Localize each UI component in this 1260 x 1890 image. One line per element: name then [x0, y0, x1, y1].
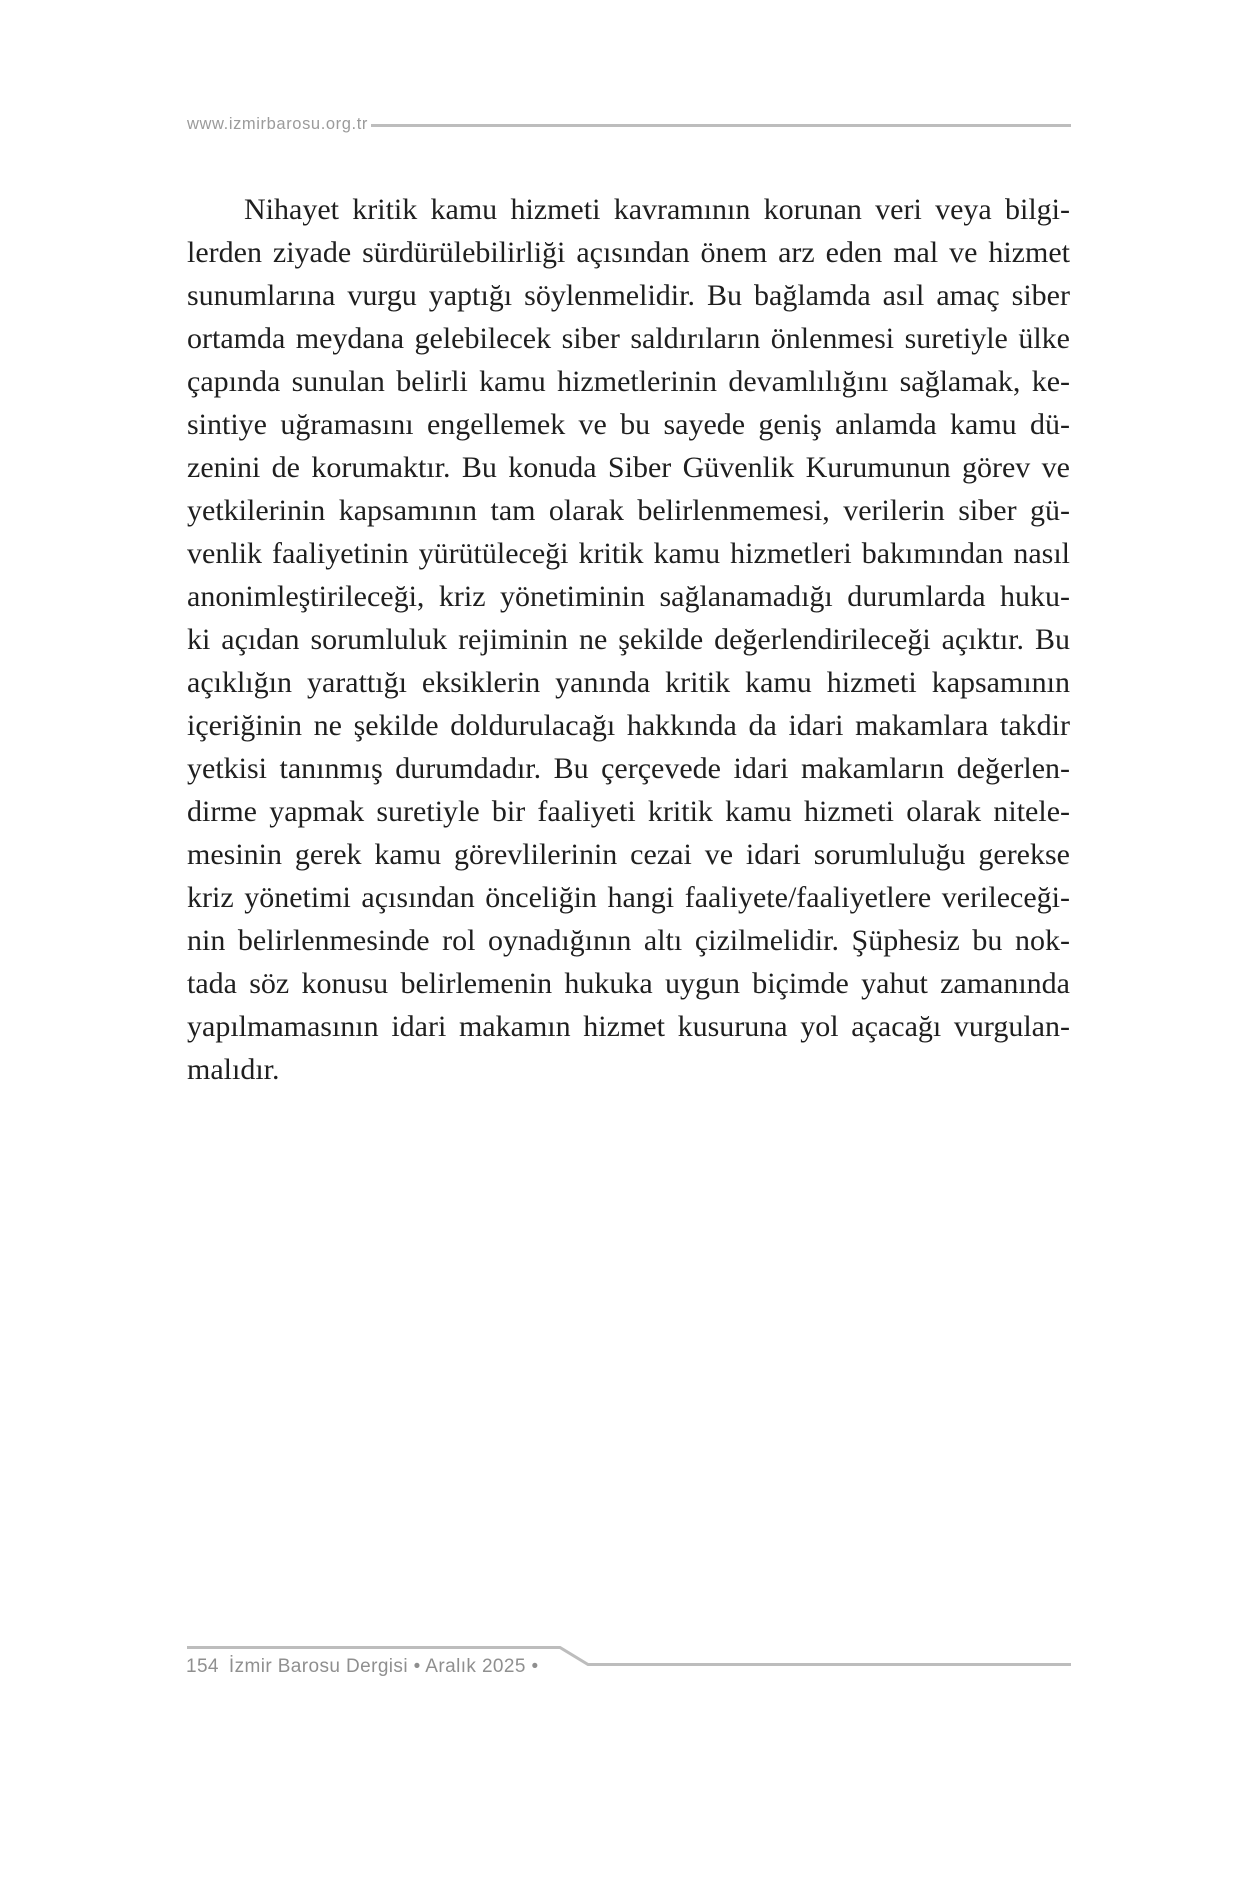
body-paragraph: [187, 188, 1070, 1091]
paragraph-line: zenini de korumaktır. Bu konuda Siber Güvenlik Kurumunun görev ve: [187, 451, 1070, 484]
paragraph-line: sunumlarına vurgu yaptığı söylenmelidir. Bu bağlamda asıl amaç siber: [187, 279, 1070, 312]
paragraph-line: mesinin gerek kamu görevlilerinin cezai ve idari sorumluluğu gerekse: [187, 838, 1070, 871]
paragraph-line: çapında sunulan belirli kamu hizmetlerinin devamlılığını sağlamak, ke-: [187, 365, 1070, 398]
paragraph-line: içeriğinin ne şekilde doldurulacağı hakkında da idari makamlara takdir: [187, 709, 1070, 742]
paragraph-line: tada söz konusu belirlemenin hukuka uygun biçimde yahut zamanında: [187, 967, 1070, 1000]
page-footer: [186, 1656, 539, 1678]
paragraph-line: malıdır.: [187, 1053, 280, 1086]
paragraph-line: nin belirlenmesinde rol oynadığının altı çizilmelidir. Şüphesiz bu nok-: [187, 924, 1070, 957]
header-rule: [371, 124, 1071, 127]
paragraph-line: venlik faaliyetinin yürütüleceği kritik kamu hizmetleri bakımından nasıl: [187, 537, 1070, 570]
site-url: www.izmirbarosu.org.tr: [187, 114, 368, 133]
page-number: 154: [186, 1656, 219, 1677]
paragraph-line: kriz yönetimi açısından önceliğin hangi faaliyete/faaliyetlere verileceği-: [187, 881, 1070, 914]
paragraph-line: anonimleştirileceği, kriz yönetiminin sağlanamadığı durumlarda huku-: [187, 580, 1070, 613]
paragraph-line: ki açıdan sorumluluk rejiminin ne şekilde değerlendirileceği açıktır. Bu: [187, 623, 1070, 656]
paragraph-line: yetkilerinin kapsamının tam olarak belirlenmemesi, verilerin siber gü-: [187, 494, 1070, 527]
page-header: [187, 112, 1071, 136]
journal-title: İzmir Barosu Dergisi • Aralık 2025 •: [228, 1656, 539, 1677]
paragraph-line: dirme yapmak suretiyle bir faaliyeti kritik kamu hizmeti olarak nitele-: [187, 795, 1070, 828]
paragraph-line: sintiye uğramasını engellemek ve bu sayede geniş anlamda kamu dü-: [187, 408, 1070, 441]
paragraph-line: ortamda meydana gelebilecek siber saldırıların önlenmesi suretiyle ülke: [187, 322, 1070, 355]
paragraph-line: yetkisi tanınmış durumdadır. Bu çerçevede idari makamların değerlen-: [187, 752, 1070, 785]
paragraph-line: yapılmamasının idari makamın hizmet kusuruna yol açacağı vurgulan-: [187, 1010, 1070, 1043]
paragraph-line: lerden ziyade sürdürülebilirliği açısından önem arz eden mal ve hizmet: [187, 236, 1070, 269]
paragraph-line: Nihayet kritik kamu hizmeti kavramının korunan veri veya bilgi-: [244, 193, 1070, 226]
paragraph-line: açıklığın yarattığı eksiklerin yanında kritik kamu hizmeti kapsamının: [187, 666, 1070, 699]
